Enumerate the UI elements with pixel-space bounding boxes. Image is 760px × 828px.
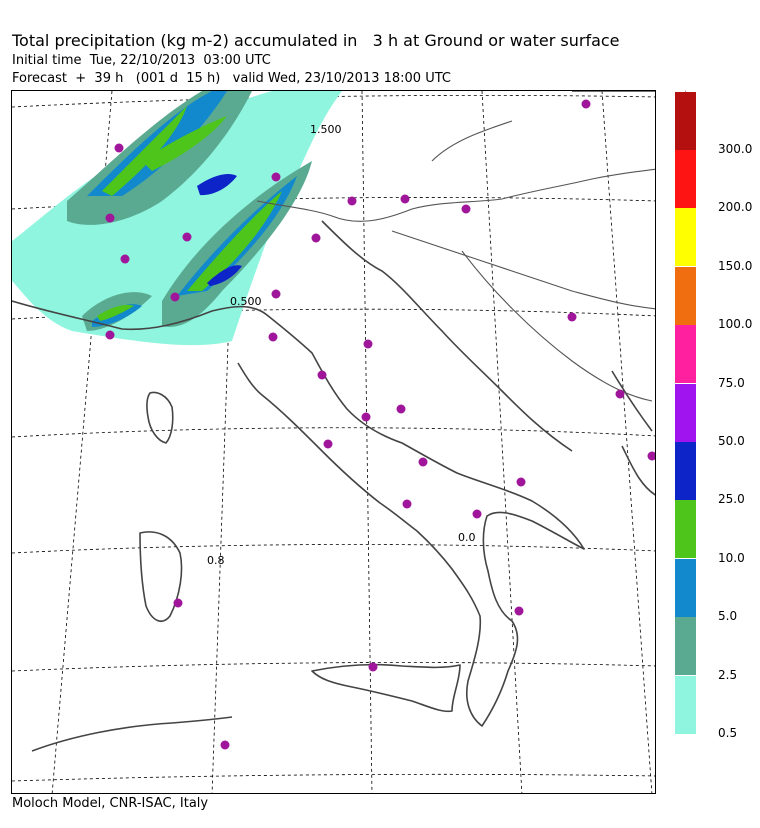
legend-swatch [675, 208, 696, 266]
legend-tick-label: 50.0 [718, 434, 745, 448]
precipitation-field [12, 91, 342, 345]
map-canvas [12, 91, 656, 794]
contour-label: 0.0 [458, 531, 476, 544]
legend-swatch [675, 617, 696, 675]
legend-swatch [675, 559, 696, 617]
legend-swatch [675, 676, 696, 734]
legend-swatch [675, 150, 696, 208]
legend-swatch [675, 267, 696, 325]
legend-tick-label: 200.0 [718, 200, 753, 215]
contour-label: 0.8 [207, 554, 225, 567]
forecast-label: Forecast + 39 h (001 d 15 h) valid Wed, 23/10/2013 18:00 UTC [12, 71, 451, 86]
legend-tick-label: 5.0 [718, 609, 738, 624]
precipitation-map[interactable] [11, 90, 656, 794]
legend-tick-label: 150.0 [718, 258, 753, 273]
borders [257, 121, 656, 401]
initial-time-label: Initial time Tue, 22/10/2013 03:00 UTC [12, 53, 271, 68]
legend-tick-label: 75.0 [718, 375, 745, 390]
contour-label: 1.500 [310, 123, 342, 136]
legend-tick-label: 100.0 [718, 317, 753, 332]
legend-tick-label: 25.0 [718, 492, 745, 507]
legend-swatch [675, 500, 696, 558]
legend-tick-label: 10.0 [718, 550, 745, 565]
legend-tick-label: 2.5 [718, 667, 738, 682]
contour-label: 0.500 [230, 295, 262, 308]
legend-swatch [675, 384, 696, 442]
chart-title: Total precipitation (kg m-2) accumulated in 3 h at Ground or water surface [12, 31, 620, 50]
model-credit: Moloch Model, CNR-ISAC, Italy [12, 796, 209, 811]
legend-tick-label: 0.5 [718, 726, 738, 740]
legend-swatch [675, 442, 696, 500]
legend-swatch [675, 325, 696, 383]
color-legend [672, 88, 760, 738]
legend-tick-label: 300.0 [718, 142, 753, 156]
legend-swatch [675, 92, 696, 150]
